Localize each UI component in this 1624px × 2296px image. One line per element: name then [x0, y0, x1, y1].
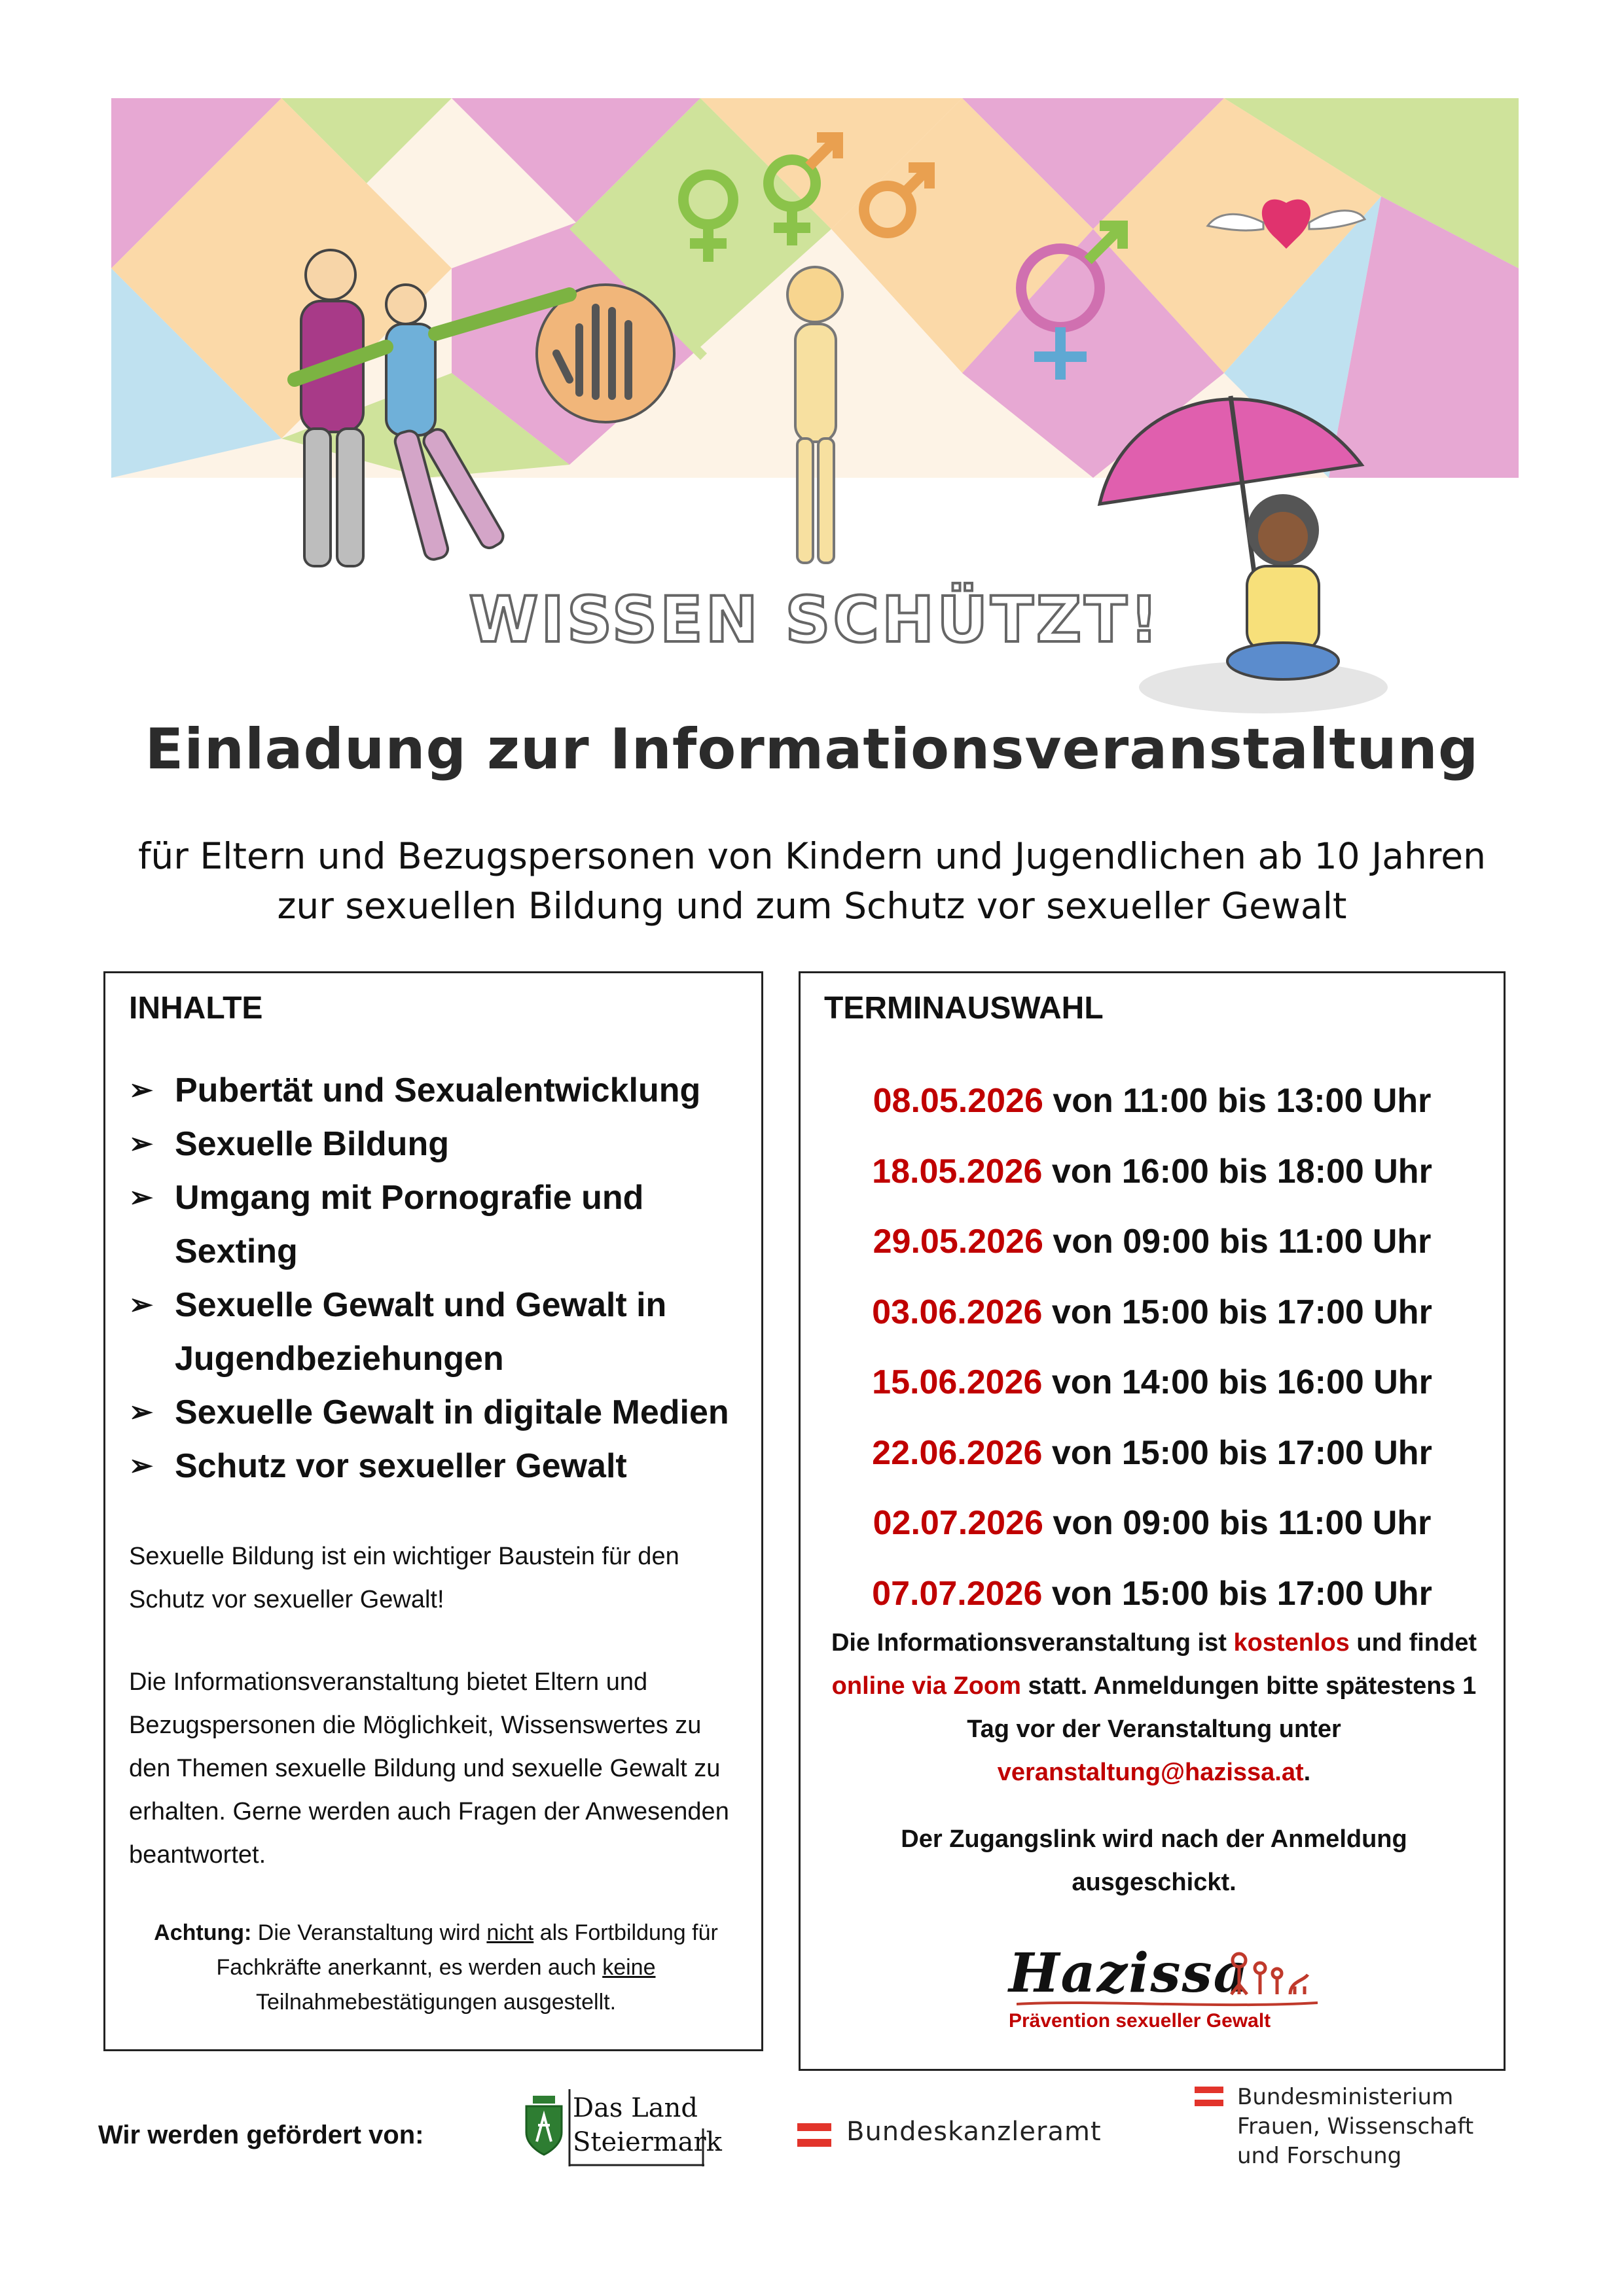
list-item: ➢ Sexuelle Gewalt in digitale Medien	[129, 1386, 744, 1439]
date-row: 03.06.2026 von 15:00 bis 17:00 Uhr	[872, 1293, 1432, 1331]
free-label: kostenlos	[1233, 1629, 1350, 1657]
arrow-bullet-icon: ➢	[129, 1181, 153, 1213]
contents-box	[103, 971, 763, 2051]
registration-info: Die Informationsveranstaltung ist kostenlos und findet online via Zoom statt. Anmeldungen bitte spätestens 1 Tag vor der Veranstaltung unter veranstaltung@hazissa.at.	[831, 1629, 1477, 1786]
logo-underline-icon	[1017, 2000, 1318, 2009]
arrow-bullet-icon: ➢	[129, 1450, 153, 1482]
access-note: Der Zugangslink wird nach der Anmeldung ausgeschickt.	[901, 1825, 1407, 1896]
steiermark-crest-icon	[524, 2096, 564, 2156]
arrow-bullet-icon: ➢	[129, 1289, 153, 1321]
notice-emphasis-none: keine	[602, 1955, 656, 1980]
notice-label: Achtung:	[154, 1920, 252, 1945]
schedule-title: TERMINAUSWAHL	[824, 991, 1104, 1026]
online-label: online via Zoom	[831, 1672, 1021, 1700]
austrian-flag-icon	[1195, 2087, 1223, 2106]
date-row: 02.07.2026 von 09:00 bis 11:00 Uhr	[873, 1504, 1432, 1542]
topic-list	[129, 1064, 744, 1493]
hazissa-logo-wordmark: Hazissa	[1009, 1942, 1250, 2005]
date-row: 29.05.2026 von 09:00 bis 11:00 Uhr	[873, 1223, 1432, 1261]
hazissa-logo	[1003, 1942, 1318, 2040]
list-item: ➢ Sexuelle Gewalt und Gewalt in Jugendbeziehungen	[129, 1278, 744, 1386]
bundeskanzleramt-logo	[797, 2115, 1138, 2155]
list-item: ➢ Sexuelle Bildung	[129, 1117, 744, 1171]
steiermark-line-2: Steiermark	[573, 2127, 722, 2157]
ministry-logo	[1195, 2083, 1496, 2174]
date-row: 15.06.2026 von 14:00 bis 16:00 Uhr	[872, 1363, 1432, 1401]
schedule-box	[799, 971, 1506, 2071]
page-title: Einladung zur Informationsveranstaltung	[145, 717, 1479, 782]
date-row: 22.06.2026 von 15:00 bis 17:00 Uhr	[872, 1433, 1432, 1472]
list-item: ➢ Umgang mit Pornografie und Sexting	[129, 1171, 744, 1278]
description-paragraph: Die Informationsveranstaltung bietet Eltern und Bezugspersonen die Möglichkeit, Wissenswertes zu den Themen sexuelle Bildung und sexuelle Gewalt zu erhalten. Gerne werden auch Fragen der Anwesenden beantwortet.	[129, 1668, 729, 1869]
notice-emphasis-not: nicht	[486, 1920, 534, 1945]
list-item: ➢ Pubertät und Sexualentwicklung	[129, 1064, 744, 1117]
subtitle	[0, 831, 1624, 931]
ministry-name: Bundesministerium Frauen, Wissenschaft und Forschung	[1237, 2084, 1474, 2169]
hazissa-tagline: Prävention sexueller Gewalt	[1009, 2010, 1271, 2032]
arrow-bullet-icon: ➢	[129, 1396, 153, 1428]
email-link[interactable]: veranstaltung@hazissa.at	[997, 1759, 1304, 1786]
importance-paragraph: Sexuelle Bildung ist ein wichtiger Baustein für den Schutz vor sexueller Gewalt!	[129, 1543, 679, 1613]
bundeskanzleramt-label: Bundeskanzleramt	[846, 2117, 1102, 2147]
hero-illustration	[111, 98, 1519, 720]
arrow-bullet-icon: ➢	[129, 1128, 153, 1160]
child-figure	[787, 267, 842, 563]
date-row: 07.07.2026 von 15:00 bis 17:00 Uhr	[872, 1574, 1432, 1613]
umbrella-girl-figure	[1100, 396, 1388, 713]
subtitle-line-1: für Eltern und Bezugspersonen von Kindern und Jugendlichen ab 10 Jahren	[138, 835, 1486, 877]
date-list	[801, 1066, 1504, 1629]
austrian-flag-icon	[797, 2123, 831, 2147]
contents-title: INHALTE	[129, 991, 263, 1026]
steiermark-line-1: Das Land	[573, 2093, 698, 2123]
illustration-title: WISSEN SCHÜTZT!	[469, 583, 1161, 656]
arrow-bullet-icon: ➢	[129, 1074, 153, 1106]
date-row: 18.05.2026 von 16:00 bis 18:00 Uhr	[872, 1152, 1432, 1191]
notice-text: Achtung: Die Veranstaltung wird nicht als Fortbildung für Fachkräfte anerkannt, es werden auch keine Teilnahmebestätigungen ausgestellt.	[154, 1920, 718, 2015]
date-row: 08.05.2026 von 11:00 bis 13:00 Uhr	[873, 1082, 1432, 1120]
list-item: ➢ Schutz vor sexueller Gewalt	[129, 1439, 744, 1493]
steiermark-logo	[524, 2089, 722, 2168]
subtitle-line-2: zur sexuellen Bildung und zum Schutz vor sexueller Gewalt	[277, 885, 1347, 927]
sponsor-label: Wir werden gefördert von:	[98, 2121, 424, 2149]
